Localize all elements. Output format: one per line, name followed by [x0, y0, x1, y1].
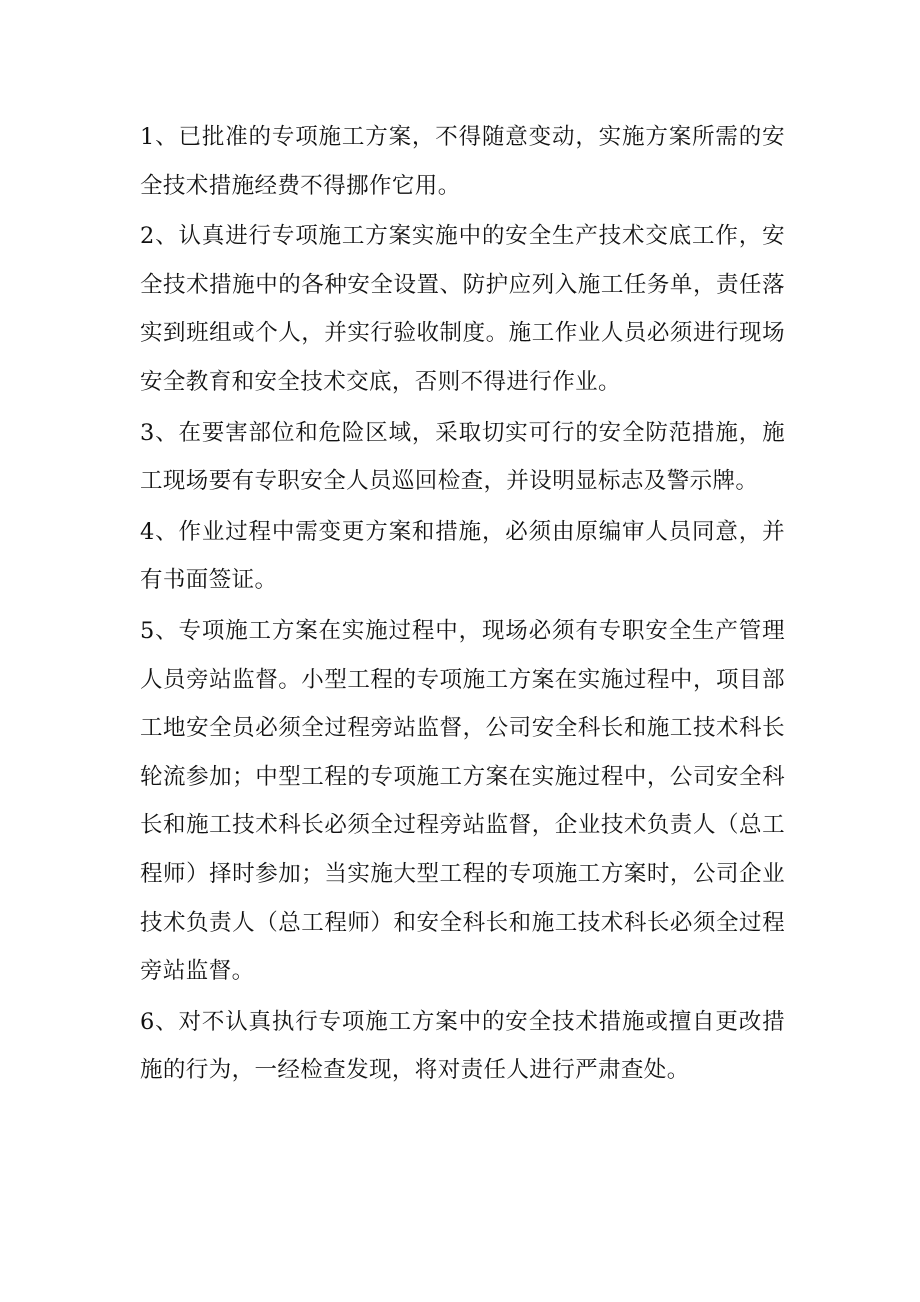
paragraph-4: 4、作业过程中需变更方案和措施，必须由原编审人员同意，并有书面签证。 [140, 518, 785, 594]
paragraph-5: 5、专项施工方案在实施过程中，现场必须有专职安全生产管理人员旁站监督。小型工程的专项施工方案在实施过程中，项目部工地安全员必须全过程旁站监督，公司安全科长和施工技术科长轮流参加；中型工程的专项施工方案在实施过程中，公司安全科长和施工技术科长必须全过程旁站监督，企业技术负责人（总工程师）择时参加；当实施大型工程的专项施工方案时，公司企业技术负责人（总工程师）和安全科长和施工技术科长必须全过程旁站监督。 [140, 617, 785, 985]
paragraph-1: 1、已批准的专项施工方案，不得随意变动，实施方案所需的安全技术措施经费不得挪作它用。 [140, 124, 785, 199]
paragraph-3: 3、在要害部位和危险区域，采取切实可行的安全防范措施，施工现场要有专职安全人员巡回检查，并设明显标志及警示牌。 [140, 419, 785, 495]
document-body [140, 113, 785, 1097]
paragraph-2: 2、认真进行专项施工方案实施中的安全生产技术交底工作，安全技术措施中的各种安全设置、防护应列入施工任务单，责任落实到班组或个人，并实行验收制度。施工作业人员必须进行现场安全教育和安全技术交底，否则不得进行作业。 [140, 223, 785, 395]
paragraph-6: 6、对不认真执行专项施工方案中的安全技术措施或擅自更改措施的行为，一经检查发现，将对责任人进行严肃查处。 [140, 1008, 785, 1084]
